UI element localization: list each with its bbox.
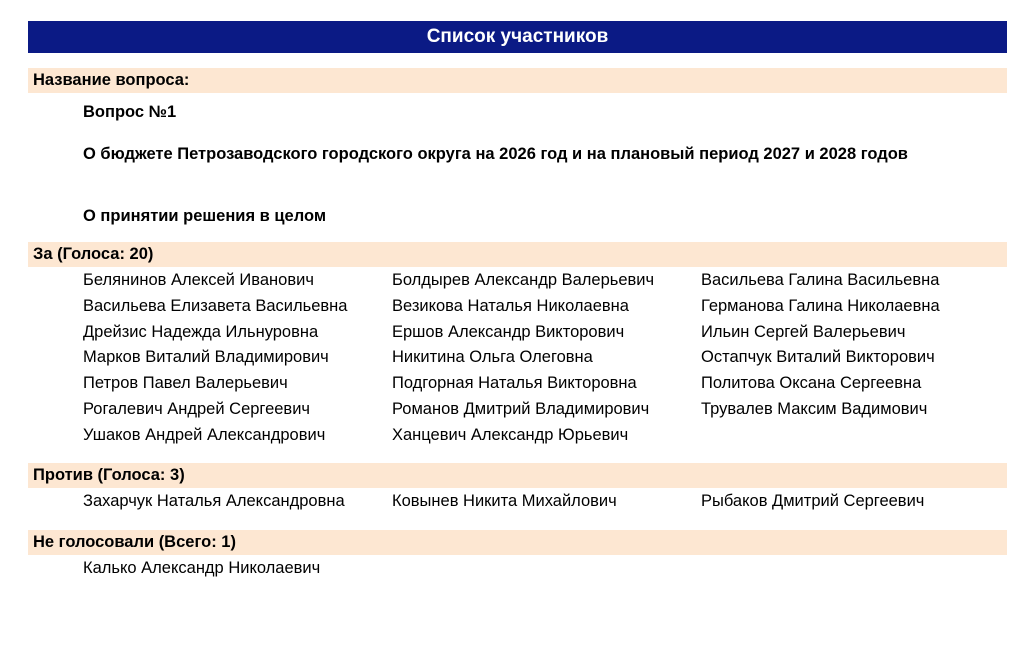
votes-for-name: Ханцевич Александр Юрьевич	[392, 426, 629, 444]
votes-for-name: Везикова Наталья Николаевна	[392, 297, 629, 315]
votes-for-name: Никитина Ольга Олеговна	[392, 348, 593, 366]
votes-for-name: Белянинов Алексей Иванович	[83, 271, 314, 289]
not-voted-header: Не голосовали (Всего: 1)	[28, 530, 1007, 555]
votes-for-name: Остапчук Виталий Викторович	[701, 348, 935, 366]
votes-for-name: Германова Галина Николаевна	[701, 297, 940, 315]
votes-for-name: Васильева Галина Васильевна	[701, 271, 940, 289]
question-subject: О бюджете Петрозаводского городского округа на 2026 год и на плановый период 2027 и 2028 годов	[83, 145, 908, 163]
votes-for-name: Трувалев Максим Вадимович	[701, 400, 928, 418]
votes-against-header: Против (Голоса: 3)	[28, 463, 1007, 488]
votes-for-name: Петров Павел Валерьевич	[83, 374, 288, 392]
not-voted-name: Калько Александр Николаевич	[83, 559, 321, 577]
votes-against-name: Захарчук Наталья Александровна	[83, 492, 345, 510]
votes-against-name: Рыбаков Дмитрий Сергеевич	[701, 492, 925, 510]
votes-for-name: Ильин Сергей Валерьевич	[701, 323, 906, 341]
votes-for-name: Романов Дмитрий Владимирович	[392, 400, 650, 418]
votes-for-name: Ершов Александр Викторович	[392, 323, 625, 341]
votes-for-name: Ушаков Андрей Александрович	[83, 426, 326, 444]
votes-for-name: Политова Оксана Сергеевна	[701, 374, 922, 392]
question-number: Вопрос №1	[83, 103, 177, 121]
votes-for-name: Рогалевич Андрей Сергеевич	[83, 400, 311, 418]
page-title: Список участников	[28, 21, 1007, 53]
question-section-header: Название вопроса:	[28, 68, 1007, 93]
votes-for-name: Дрейзис Надежда Ильнуровна	[83, 323, 319, 341]
votes-for-name: Подгорная Наталья Викторовна	[392, 374, 637, 392]
votes-for-header: За (Голоса: 20)	[28, 242, 1007, 267]
question-decision: О принятии решения в целом	[83, 207, 327, 225]
votes-for-name: Болдырев Александр Валерьевич	[392, 271, 655, 289]
votes-for-name: Марков Виталий Владимирович	[83, 348, 329, 366]
votes-for-name: Васильева Елизавета Васильевна	[83, 297, 348, 315]
votes-against-name: Ковынев Никита Михайлович	[392, 492, 617, 510]
